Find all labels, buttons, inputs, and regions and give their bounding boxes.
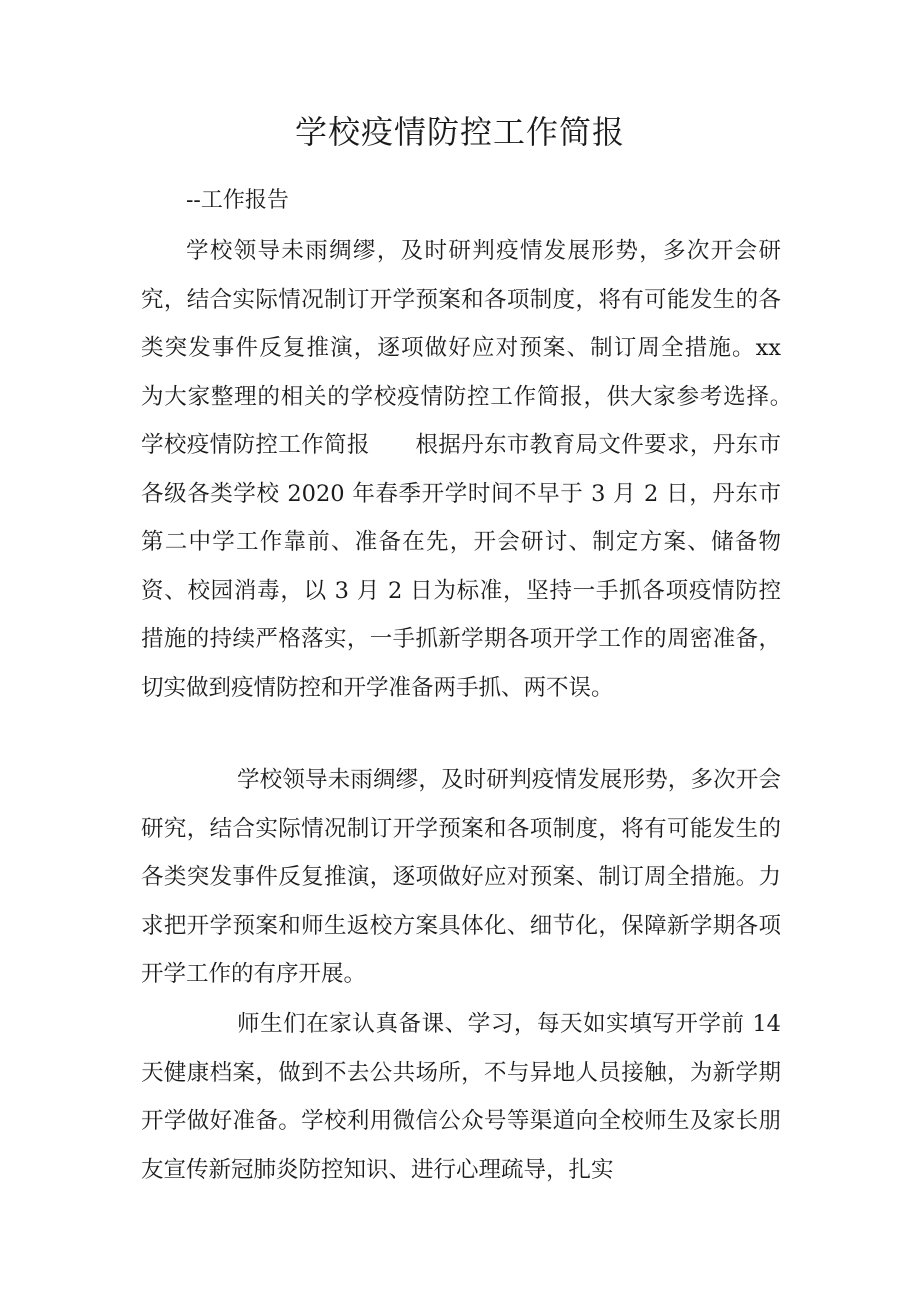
body-paragraph-2: 学校领导未雨绸缪，及时研判疫情发展形势，多次开会研究，结合实际情况制订开学预案和各项制度，将有可能发生的各类突发事件反复推演，逐项做好应对预案、制订周全措施。力求把开学预案和师生返校方案具体化、细节化，保障新学期各项开学工作的有序开展。 (141, 767, 781, 987)
body-paragraph-3: 师生们在家认真备课、学习，每天如实填写开学前 14 天健康档案，做到不去公共场所，不与异地人员接触，为新学期开学做好准备。学校利用微信公众号等渠道向全校师生及家长朋友宣传新冠肺炎防控知识、进行心理疏导，扎实 (141, 1011, 781, 1183)
document-title: 学校疫情防控工作简报 (294, 113, 625, 151)
body-paragraph-1: 学校领导未雨绸缪，及时研判疫情发展形势，多次开会研究，结合实际情况制订开学预案和各项制度，将有可能发生的各类突发事件反复推演，逐项做好应对预案、制订周全措施。xx 为大家整理的相关的学校疫情防控工作简报，供大家参考选择。 学校疫情防控工作简报 根据丹东市教育局文件要求，丹东市各级各类学校 2020 年春季开学时间不早于 3 月 2 日，丹东市第二中学工作靠前、准备在先，开会研讨、制定方案、储备物资、校园消毒，以 3 月 2 日为标准，坚持一手抓各项疫情防控措施的持续严格落实，一手抓新学期各项开学工作的周密准备，切实做到疫情防控和开学准备两手抓、两不误。 (141, 238, 827, 701)
document-subtitle: --工作报告 (186, 188, 289, 213)
